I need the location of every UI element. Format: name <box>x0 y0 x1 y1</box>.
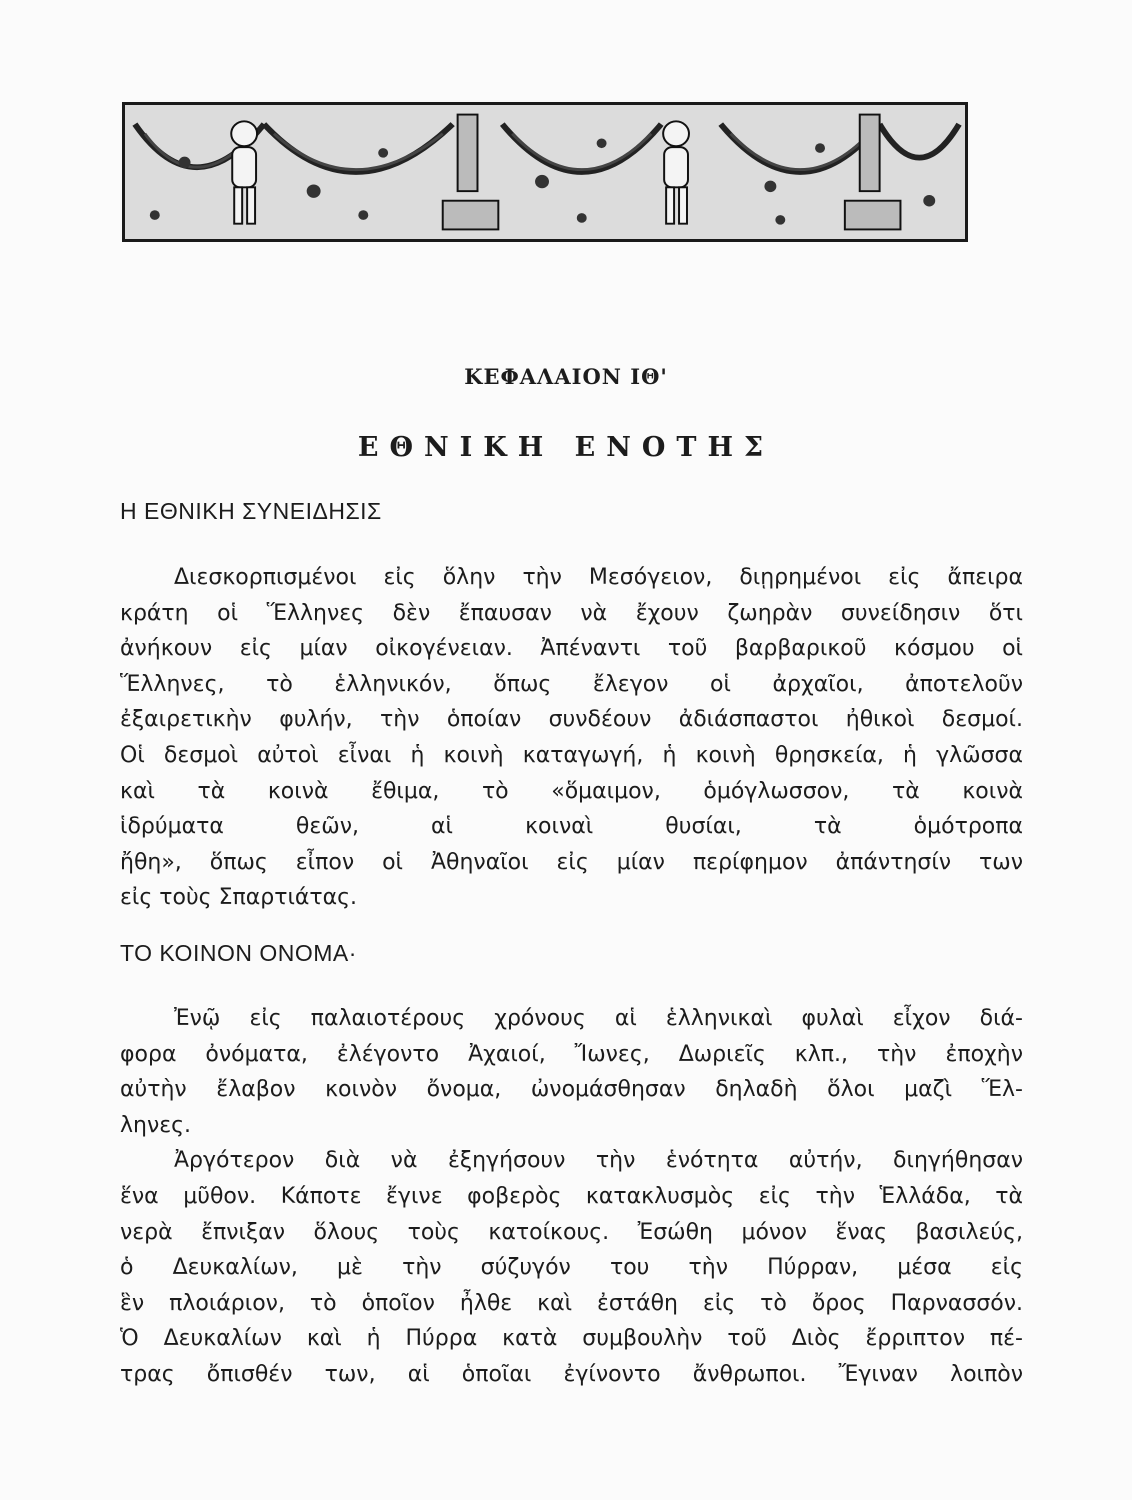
text-line: ἱδρύματα θεῶν, αἱ κοιναὶ θυσίαι, τὰ ὁμότροπα <box>120 814 1023 840</box>
text-line: φορα ὀνόματα, ἐλέγοντο Ἀχαιοί, Ἴωνες, Δωριεῖς κλπ., τὴν ἐποχὴν <box>120 1041 1023 1067</box>
section-heading-national-consciousness: Η ΕΘΝΙΚΗ ΣΥΝΕΙΔΗΣΙΣ <box>120 498 382 524</box>
chapter-label: ΚΕΦΑΛΑΙΟΝ ΙΘ' <box>464 364 668 389</box>
text-line: εἰς τοὺς Σπαρτιάτας. <box>120 885 358 911</box>
text-line: ὁ Δευκαλίων, μὲ τὴν σύζυγόν του τὴν Πύρραν, μέσα εἰς <box>120 1255 1023 1281</box>
text-line: ληνες. <box>120 1112 192 1138</box>
text-line: ἀνήκουν εἰς μίαν οἰκογένειαν. Ἀπέναντι τοῦ βαρβαρικοῦ κόσμου οἱ <box>120 636 1023 662</box>
chapter-title: ΕΘΝΙΚΗ ΕΝΟΤΗΣ <box>357 432 775 463</box>
text-line: καὶ τὰ κοινὰ ἔθιμα, τὸ «ὅμαιμον, ὁμόγλωσσον, τὰ κοινὰ <box>120 778 1023 804</box>
text-line: ἤθη», ὅπως εἶπον οἱ Ἀθηναῖοι εἰς μίαν περίφημον ἀπάντησίν των <box>120 849 1023 875</box>
text-line: Ἕλληνες, τὸ ἑλληνικόν, ὅπως ἔλεγον οἱ ἀρχαῖοι, ἀποτελοῦν <box>120 671 1023 697</box>
section-heading-common-name: ΤΟ ΚΟΙΝΟΝ ΟΝΟΜΑ· <box>120 940 357 966</box>
text-line: Διεσκορπισμένοι εἰς ὅλην τὴν Μεσόγειον, διῃρημένοι εἰς ἄπειρα <box>174 565 1023 590</box>
decorative-frieze-image <box>122 102 968 242</box>
text-line: ἕνα μῦθον. Κάποτε ἔγινε φοβερὸς κατακλυσμὸς εἰς τὴν Ἑλλάδα, τὰ <box>120 1183 1023 1209</box>
text-line: Ἐνῷ εἰς παλαιοτέρους χρόνους αἱ ἑλληνικαὶ φυλαὶ εἶχον διά- <box>174 1006 1023 1031</box>
section-paragraph <box>120 560 1023 916</box>
frieze-ornament-icon <box>125 105 965 239</box>
text-line: αὐτὴν ἔλαβον κοινὸν ὄνομα, ὠνομάσθησαν δηλαδὴ ὅλοι μαζὶ Ἕλ- <box>120 1077 1023 1103</box>
text-line: κράτη οἱ Ἕλληνες δὲν ἔπαυσαν νὰ ἔχουν ζωηρὰν συνείδησιν ὅτι <box>120 600 1023 626</box>
text-line: Οἱ δεσμοὶ αὐτοὶ εἶναι ἡ κοινὴ καταγωγή, ἡ κοινὴ θρησκεία, ἡ γλῶσσα <box>120 742 1023 768</box>
text-line: ἓν πλοιάριον, τὸ ὁποῖον ἦλθε καὶ ἐστάθη εἰς τὸ ὄρος Παρνασσόν. <box>120 1290 1023 1316</box>
text-line: νερὰ ἔπνιξαν ὅλους τοὺς κατοίκους. Ἐσώθη μόνον ἕνας βασιλεύς, <box>120 1219 1023 1245</box>
text-line: Ἀργότερον διὰ νὰ ἐξηγήσουν τὴν ἑνότητα αὐτήν, διηγήθησαν <box>174 1148 1023 1174</box>
text-line: Ὁ Δευκαλίων καὶ ἡ Πύρρα κατὰ συμβουλὴν τοῦ Διὸς ἔρριπτον πέ- <box>120 1326 1023 1352</box>
section-paragraph <box>120 1001 1023 1393</box>
text-line: τρας ὄπισθέν των, αἱ ὁποῖαι ἐγίνοντο ἄνθρωποι. Ἔγιναν λοιπὸν <box>120 1361 1023 1387</box>
text-line: ἐξαιρετικὴν φυλήν, τὴν ὁποίαν συνδέουν ἀδιάσπαστοι ἠθικοὶ δεσμοί. <box>120 707 1023 733</box>
